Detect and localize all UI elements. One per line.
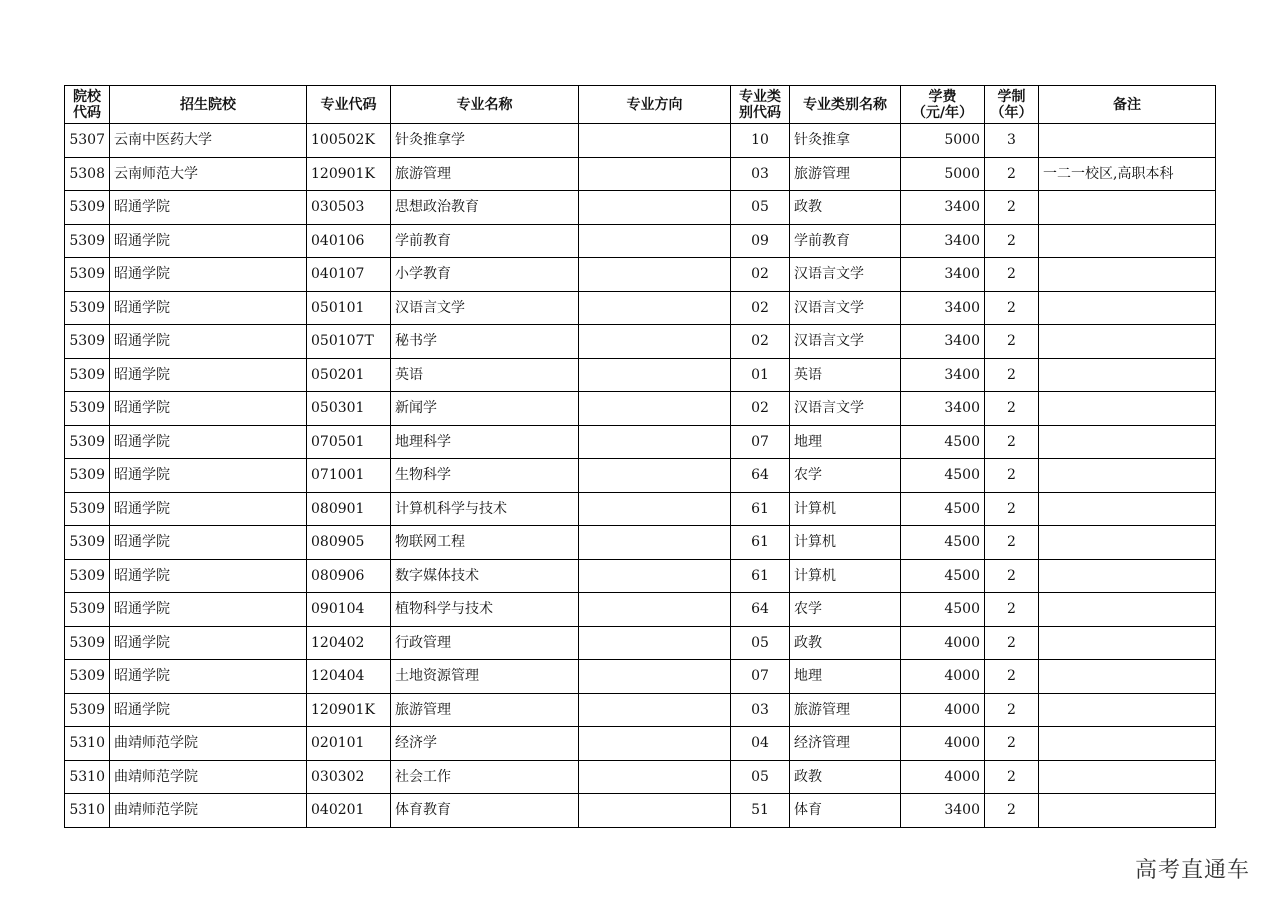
col-category-name-cell: 计算机 [790,492,901,526]
table-row [65,794,1216,828]
table-row [65,727,1216,761]
col-major-name-cell: 土地资源管理 [391,660,579,694]
watermark: 高考直通车 [1134,858,1250,883]
col-category-code-cell: 02 [731,392,790,426]
col-duration-cell: 2 [985,626,1039,660]
col-category-code-header: 专业类 别代码 [731,86,790,124]
col-major-code-cell: 071001 [307,459,391,493]
col-remarks-cell [1039,760,1216,794]
col-category-name-cell: 学前教育 [790,224,901,258]
col-category-name-cell: 计算机 [790,526,901,560]
col-major-code-cell: 040107 [307,258,391,292]
col-category-code-cell: 05 [731,760,790,794]
col-category-name-cell: 汉语言文学 [790,392,901,426]
col-major-name-cell: 旅游管理 [391,693,579,727]
col-major-name-cell: 思想政治教育 [391,191,579,225]
col-remarks-cell [1039,291,1216,325]
col-school-name-cell: 昭通学院 [110,425,307,459]
table-row [65,760,1216,794]
table-row [65,325,1216,359]
col-major-direction-cell [579,660,731,694]
col-remarks-cell [1039,693,1216,727]
col-tuition-cell: 3400 [901,224,985,258]
table-row [65,224,1216,258]
col-category-name-cell: 政教 [790,626,901,660]
col-major-code-header: 专业代码 [307,86,391,124]
col-major-direction-cell [579,459,731,493]
col-duration-cell: 2 [985,492,1039,526]
col-major-name-cell: 学前教育 [391,224,579,258]
col-category-code-cell: 64 [731,593,790,627]
col-category-code-cell: 64 [731,459,790,493]
col-category-code-cell: 07 [731,425,790,459]
col-category-name-cell: 旅游管理 [790,693,901,727]
col-duration-cell: 2 [985,526,1039,560]
col-duration-cell: 2 [985,358,1039,392]
col-remarks-cell [1039,526,1216,560]
col-duration-cell: 2 [985,559,1039,593]
col-major-name-header: 专业名称 [391,86,579,124]
col-category-code-cell: 02 [731,258,790,292]
col-major-code-cell: 080905 [307,526,391,560]
col-duration-cell: 2 [985,693,1039,727]
col-school-name-cell: 昭通学院 [110,224,307,258]
table-body [65,124,1216,828]
col-category-code-cell: 09 [731,224,790,258]
col-major-direction-cell [579,492,731,526]
col-category-code-cell: 07 [731,660,790,694]
col-duration-cell: 2 [985,191,1039,225]
col-duration-cell: 2 [985,459,1039,493]
col-major-code-cell: 050101 [307,291,391,325]
col-major-direction-cell [579,124,731,158]
col-school-code-cell: 5309 [65,258,110,292]
table-row [65,492,1216,526]
col-school-code-cell: 5309 [65,693,110,727]
col-school-code-cell: 5310 [65,760,110,794]
col-major-direction-cell [579,526,731,560]
col-major-direction-cell [579,291,731,325]
col-tuition-cell: 4500 [901,492,985,526]
col-school-name-cell: 云南师范大学 [110,157,307,191]
table-row [65,157,1216,191]
col-school-code-cell: 5309 [65,291,110,325]
col-duration-cell: 2 [985,660,1039,694]
col-major-direction-cell [579,593,731,627]
col-school-name-cell: 昭通学院 [110,593,307,627]
col-school-code-cell: 5309 [65,358,110,392]
table-row [65,693,1216,727]
col-tuition-cell: 3400 [901,325,985,359]
col-major-direction-cell [579,693,731,727]
col-tuition-cell: 3400 [901,794,985,828]
col-category-name-cell: 旅游管理 [790,157,901,191]
col-major-direction-header: 专业方向 [579,86,731,124]
col-major-name-cell: 生物科学 [391,459,579,493]
col-school-name-cell: 曲靖师范学院 [110,794,307,828]
col-major-code-cell: 040106 [307,224,391,258]
header-row [65,86,1216,124]
col-duration-cell: 2 [985,794,1039,828]
col-major-name-cell: 行政管理 [391,626,579,660]
col-category-code-cell: 03 [731,157,790,191]
col-category-name-header: 专业类别名称 [790,86,901,124]
col-duration-cell: 2 [985,593,1039,627]
col-school-name-header: 招生院校 [110,86,307,124]
col-major-name-cell: 社会工作 [391,760,579,794]
col-major-code-cell: 120901K [307,157,391,191]
col-category-name-cell: 体育 [790,794,901,828]
col-school-name-cell: 昭通学院 [110,693,307,727]
col-major-code-cell: 120404 [307,660,391,694]
col-remarks-cell [1039,459,1216,493]
col-major-direction-cell [579,258,731,292]
col-remarks-cell [1039,258,1216,292]
col-major-name-cell: 物联网工程 [391,526,579,560]
col-category-code-cell: 03 [731,693,790,727]
col-school-code-cell: 5309 [65,660,110,694]
col-school-code-cell: 5310 [65,727,110,761]
col-category-code-cell: 10 [731,124,790,158]
col-remarks-cell [1039,358,1216,392]
col-remarks-cell [1039,392,1216,426]
col-school-code-cell: 5309 [65,224,110,258]
col-major-direction-cell [579,626,731,660]
col-duration-cell: 2 [985,760,1039,794]
col-category-code-cell: 05 [731,626,790,660]
table-row [65,191,1216,225]
col-major-code-cell: 030302 [307,760,391,794]
table-row [65,660,1216,694]
col-category-code-cell: 61 [731,559,790,593]
col-category-code-cell: 02 [731,291,790,325]
col-school-code-cell: 5309 [65,526,110,560]
col-major-direction-cell [579,358,731,392]
col-major-code-cell: 050301 [307,392,391,426]
col-duration-cell: 2 [985,392,1039,426]
col-major-name-cell: 英语 [391,358,579,392]
col-school-name-cell: 昭通学院 [110,191,307,225]
col-major-code-cell: 120901K [307,693,391,727]
col-major-direction-cell [579,559,731,593]
col-school-code-cell: 5309 [65,626,110,660]
col-major-direction-cell [579,157,731,191]
col-major-code-cell: 030503 [307,191,391,225]
col-major-name-cell: 秘书学 [391,325,579,359]
col-school-code-cell: 5308 [65,157,110,191]
col-major-name-cell: 新闻学 [391,392,579,426]
col-remarks-cell [1039,224,1216,258]
col-school-name-cell: 昭通学院 [110,626,307,660]
col-category-code-cell: 05 [731,191,790,225]
col-remarks-cell [1039,660,1216,694]
col-category-name-cell: 政教 [790,760,901,794]
col-tuition-header: 学费 （元/年） [901,86,985,124]
col-category-name-cell: 政教 [790,191,901,225]
col-duration-cell: 2 [985,291,1039,325]
col-major-code-cell: 050107T [307,325,391,359]
col-duration-cell: 2 [985,425,1039,459]
col-duration-cell: 2 [985,224,1039,258]
col-remarks-cell [1039,191,1216,225]
col-school-code-cell: 5309 [65,392,110,426]
col-major-direction-cell [579,727,731,761]
col-category-name-cell: 经济管理 [790,727,901,761]
col-category-name-cell: 地理 [790,660,901,694]
col-school-name-cell: 曲靖师范学院 [110,727,307,761]
col-tuition-cell: 4000 [901,727,985,761]
table-row [65,291,1216,325]
col-category-name-cell: 农学 [790,593,901,627]
col-major-direction-cell [579,760,731,794]
col-major-direction-cell [579,325,731,359]
col-major-name-cell: 针灸推拿学 [391,124,579,158]
col-major-name-cell: 植物科学与技术 [391,593,579,627]
table-row [65,392,1216,426]
col-school-name-cell: 昭通学院 [110,459,307,493]
col-major-direction-cell [579,191,731,225]
col-tuition-cell: 4000 [901,693,985,727]
col-school-code-cell: 5309 [65,425,110,459]
col-category-name-cell: 计算机 [790,559,901,593]
col-category-name-cell: 汉语言文学 [790,291,901,325]
col-category-name-cell: 农学 [790,459,901,493]
table-row [65,459,1216,493]
col-major-name-cell: 地理科学 [391,425,579,459]
col-duration-cell: 2 [985,727,1039,761]
col-major-code-cell: 050201 [307,358,391,392]
col-tuition-cell: 3400 [901,291,985,325]
col-tuition-cell: 3400 [901,258,985,292]
col-school-code-cell: 5309 [65,191,110,225]
col-major-code-cell: 020101 [307,727,391,761]
col-school-name-cell: 昭通学院 [110,392,307,426]
table-row [65,626,1216,660]
col-school-name-cell: 昭通学院 [110,660,307,694]
col-major-code-cell: 080901 [307,492,391,526]
col-major-name-cell: 汉语言文学 [391,291,579,325]
col-major-direction-cell [579,425,731,459]
table-row [65,526,1216,560]
col-remarks-cell [1039,593,1216,627]
col-remarks-cell [1039,559,1216,593]
col-category-code-cell: 01 [731,358,790,392]
col-remarks-cell [1039,727,1216,761]
col-tuition-cell: 4500 [901,526,985,560]
col-duration-cell: 3 [985,124,1039,158]
col-major-code-cell: 040201 [307,794,391,828]
table-row [65,124,1216,158]
col-tuition-cell: 4000 [901,660,985,694]
col-remarks-cell [1039,325,1216,359]
admissions-table [64,85,1216,828]
col-tuition-cell: 4500 [901,593,985,627]
col-school-name-cell: 昭通学院 [110,291,307,325]
col-school-code-cell: 5309 [65,492,110,526]
col-major-direction-cell [579,392,731,426]
col-major-name-cell: 数字媒体技术 [391,559,579,593]
col-school-code-cell: 5309 [65,459,110,493]
col-category-code-cell: 04 [731,727,790,761]
col-tuition-cell: 4500 [901,559,985,593]
col-school-name-cell: 昭通学院 [110,492,307,526]
col-tuition-cell: 4000 [901,626,985,660]
col-school-name-cell: 云南中医药大学 [110,124,307,158]
col-tuition-cell: 3400 [901,191,985,225]
col-tuition-cell: 5000 [901,157,985,191]
col-school-name-cell: 昭通学院 [110,559,307,593]
col-category-name-cell: 英语 [790,358,901,392]
col-remarks-cell [1039,124,1216,158]
col-tuition-cell: 3400 [901,358,985,392]
col-school-code-cell: 5309 [65,325,110,359]
col-duration-cell: 2 [985,325,1039,359]
col-tuition-cell: 4000 [901,760,985,794]
col-tuition-cell: 3400 [901,392,985,426]
col-school-name-cell: 昭通学院 [110,526,307,560]
col-category-code-cell: 02 [731,325,790,359]
col-remarks-header: 备注 [1039,86,1216,124]
col-major-name-cell: 小学教育 [391,258,579,292]
col-category-code-cell: 61 [731,492,790,526]
col-category-code-cell: 51 [731,794,790,828]
col-major-name-cell: 计算机科学与技术 [391,492,579,526]
col-duration-cell: 2 [985,258,1039,292]
col-major-name-cell: 旅游管理 [391,157,579,191]
table-row [65,593,1216,627]
col-duration-cell: 2 [985,157,1039,191]
col-remarks-cell [1039,794,1216,828]
col-major-code-cell: 070501 [307,425,391,459]
col-category-name-cell: 针灸推拿 [790,124,901,158]
col-school-code-cell: 5309 [65,559,110,593]
col-major-direction-cell [579,794,731,828]
table-row [65,358,1216,392]
col-remarks-cell [1039,492,1216,526]
col-major-code-cell: 090104 [307,593,391,627]
col-school-name-cell: 昭通学院 [110,258,307,292]
col-major-direction-cell [579,224,731,258]
col-school-code-cell: 5310 [65,794,110,828]
col-major-code-cell: 120402 [307,626,391,660]
col-school-name-cell: 曲靖师范学院 [110,760,307,794]
table-row [65,425,1216,459]
col-major-code-cell: 100502K [307,124,391,158]
table-row [65,258,1216,292]
col-remarks-cell [1039,425,1216,459]
col-remarks-cell: 一二一校区,高职本科 [1039,157,1216,191]
col-duration-header: 学制 （年） [985,86,1039,124]
col-tuition-cell: 5000 [901,124,985,158]
table-row [65,559,1216,593]
col-major-code-cell: 080906 [307,559,391,593]
col-school-name-cell: 昭通学院 [110,358,307,392]
col-category-name-cell: 地理 [790,425,901,459]
col-school-name-cell: 昭通学院 [110,325,307,359]
col-category-code-cell: 61 [731,526,790,560]
col-tuition-cell: 4500 [901,459,985,493]
col-remarks-cell [1039,626,1216,660]
col-school-code-cell: 5307 [65,124,110,158]
col-major-name-cell: 体育教育 [391,794,579,828]
col-tuition-cell: 4500 [901,425,985,459]
col-category-name-cell: 汉语言文学 [790,325,901,359]
col-category-name-cell: 汉语言文学 [790,258,901,292]
col-school-code-header: 院校 代码 [65,86,110,124]
col-school-code-cell: 5309 [65,593,110,627]
col-major-name-cell: 经济学 [391,727,579,761]
